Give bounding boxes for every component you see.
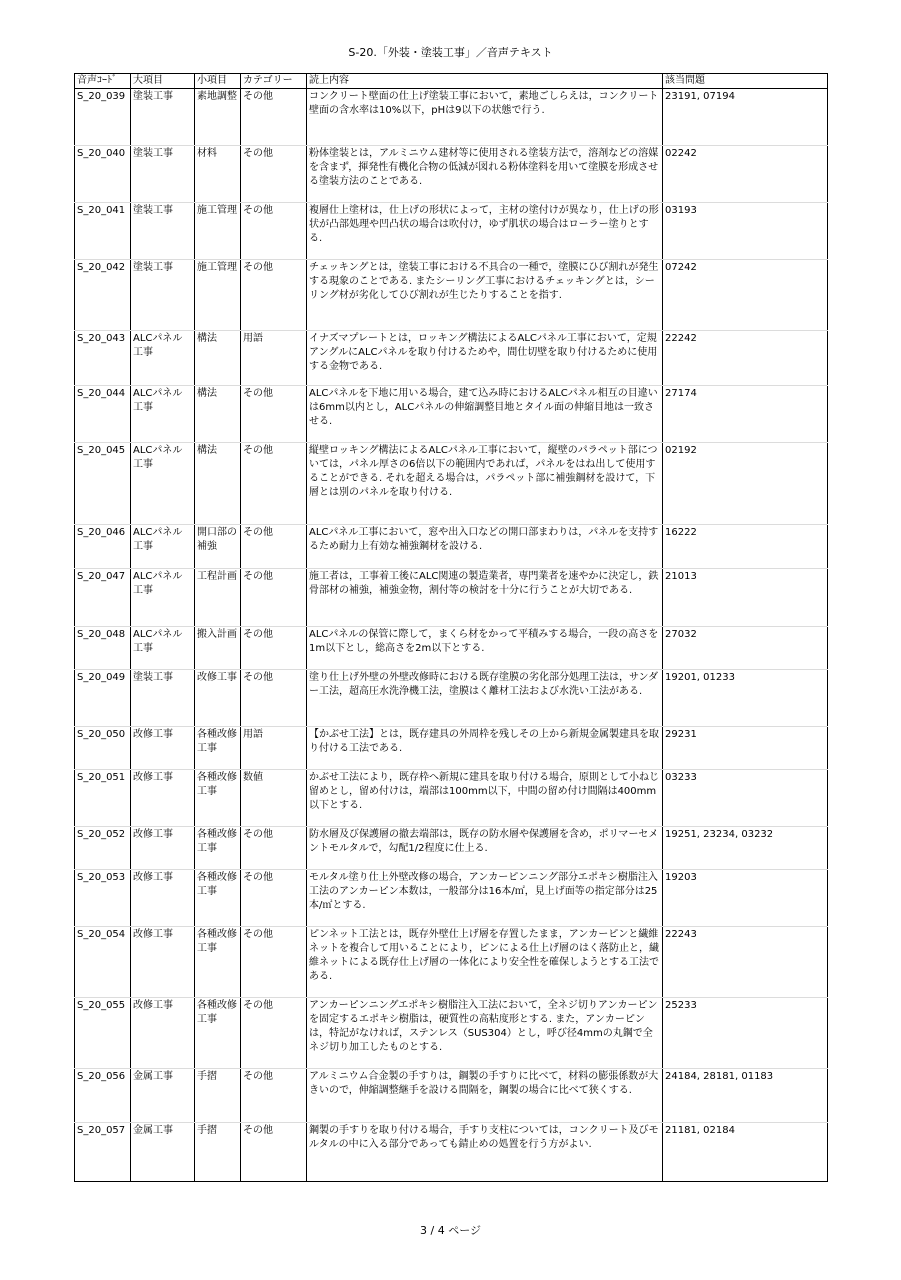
- cell-category: その他: [241, 146, 307, 203]
- cell-refs: 23191, 07194: [663, 89, 828, 146]
- table-row: [75, 386, 828, 443]
- cell-code: S_20_045: [75, 443, 131, 525]
- cell-code: S_20_043: [75, 331, 131, 386]
- cell-refs: 27032: [663, 627, 828, 670]
- cell-minor: 構法: [195, 331, 241, 386]
- cell-minor: 各種改修工事: [195, 998, 241, 1069]
- table-row: [75, 727, 828, 770]
- cell-minor: 開口部の補強: [195, 525, 241, 569]
- cell-minor: 施工管理: [195, 203, 241, 260]
- cell-category: その他: [241, 386, 307, 443]
- cell-minor: 各種改修工事: [195, 870, 241, 927]
- cell-major: 金属工事: [131, 1069, 195, 1123]
- cell-text: 施工者は，工事着工後にALC関連の製造業者，専門業者を速やかに決定し，鉄骨部材の補強，補強金物，割付等の検討を十分に行うことが大切である.: [307, 569, 663, 627]
- cell-major: 改修工事: [131, 727, 195, 770]
- table-row: [75, 827, 828, 870]
- cell-major: 塗装工事: [131, 89, 195, 146]
- cell-refs: 19251, 23234, 03232: [663, 827, 828, 870]
- column-header-refs: 該当問題: [663, 74, 828, 89]
- table-row: [75, 260, 828, 331]
- cell-text: チェッキングとは，塗装工事における不具合の一種で，塗膜にひび割れが発生する現象のことである. またシーリング工事におけるチェッキングとは，シーリング材が劣化してひび割れが生じたりすることを指す.: [307, 260, 663, 331]
- page-title: S-20.「外装・塗装工事」／音声テキスト: [348, 46, 553, 59]
- cell-minor: 改修工事: [195, 670, 241, 727]
- cell-refs: 03193: [663, 203, 828, 260]
- cell-major: 改修工事: [131, 998, 195, 1069]
- cell-minor: 手摺: [195, 1123, 241, 1182]
- cell-text: 粉体塗装とは，アルミニウム建材等に使用される塗装方法で，溶剤などの溶媒を含まず，揮発性有機化合物の低減が図れる粉体塗料を用いて塗膜を形成させる塗装方法のことである.: [307, 146, 663, 203]
- cell-major: 改修工事: [131, 927, 195, 998]
- column-header-category: カテゴリー: [241, 74, 307, 89]
- cell-code: S_20_055: [75, 998, 131, 1069]
- table-row: [75, 770, 828, 827]
- cell-minor: 構法: [195, 386, 241, 443]
- cell-major: 改修工事: [131, 770, 195, 827]
- cell-major: ALCパネル工事: [131, 331, 195, 386]
- cell-refs: 29231: [663, 727, 828, 770]
- cell-category: その他: [241, 1069, 307, 1123]
- cell-text: 複層仕上塗材は，仕上げの形状によって，主材の塗付けが異なり，仕上げの形状が凸部処理や凹凸状の場合は吹付け，ゆず肌状の場合はローラー塗りとする.: [307, 203, 663, 260]
- cell-text: 【かぶせ工法】とは，既存建具の外周枠を残しその上から新規金属製建具を取り付ける工法である.: [307, 727, 663, 770]
- column-header-minor: 小項目: [195, 74, 241, 89]
- table-row: [75, 1123, 828, 1182]
- cell-text: かぶせ工法により，既存枠へ新規に建具を取り付ける場合，原則として小ねじ留めとし，留め付けは，端部は100mm以下，中間の留め付け間隔は400mm以下とする.: [307, 770, 663, 827]
- cell-category: その他: [241, 870, 307, 927]
- table-row: [75, 89, 828, 146]
- cell-minor: 各種改修工事: [195, 770, 241, 827]
- cell-major: 塗装工事: [131, 260, 195, 331]
- page-number: 3 / 4 ページ: [420, 1224, 481, 1237]
- cell-category: その他: [241, 89, 307, 146]
- cell-category: その他: [241, 827, 307, 870]
- table-row: [75, 1069, 828, 1123]
- cell-code: S_20_046: [75, 525, 131, 569]
- cell-text: 塗り仕上げ外壁の外壁改修時における既存塗膜の劣化部分処理工法は，サンダー工法，超高圧水洗浄機工法，塗膜はく離材工法および水洗い工法がある.: [307, 670, 663, 727]
- cell-minor: 各種改修工事: [195, 727, 241, 770]
- cell-text: アルミニウム合金製の手すりは，鋼製の手すりに比べて，材料の膨張係数が大きいので，伸縮調整継手を設ける間隔を，鋼製の場合に比べて狭くする.: [307, 1069, 663, 1123]
- cell-refs: 02242: [663, 146, 828, 203]
- cell-category: その他: [241, 998, 307, 1069]
- cell-major: 改修工事: [131, 870, 195, 927]
- cell-refs: 21181, 02184: [663, 1123, 828, 1182]
- cell-text: ALCパネル工事において，窓や出入口などの開口部まわりは，パネルを支持するため耐力上有効な補強鋼材を設ける.: [307, 525, 663, 569]
- cell-refs: 19201, 01233: [663, 670, 828, 727]
- cell-code: S_20_039: [75, 89, 131, 146]
- cell-code: S_20_051: [75, 770, 131, 827]
- cell-text: 縦壁ロッキング構法によるALCパネル工事において，縦壁のパラペット部については，パネル厚さの6倍以下の範囲内であれば，パネルをはね出して使用することができる. それを超える場合は，パラペット部に補強鋼材を設けて，下層とは別のパネルを取り付ける.: [307, 443, 663, 525]
- cell-category: その他: [241, 443, 307, 525]
- cell-refs: 21013: [663, 569, 828, 627]
- cell-category: 用語: [241, 727, 307, 770]
- table-row: [75, 443, 828, 525]
- cell-text: 防水層及び保護層の撤去端部は，既存の防水層や保護層を含め，ポリマーセメントモルタルで，勾配1/2程度に仕上る.: [307, 827, 663, 870]
- cell-code: S_20_052: [75, 827, 131, 870]
- cell-refs: 02192: [663, 443, 828, 525]
- cell-major: ALCパネル工事: [131, 627, 195, 670]
- table-row: [75, 203, 828, 260]
- cell-refs: 25233: [663, 998, 828, 1069]
- cell-minor: 手摺: [195, 1069, 241, 1123]
- cell-minor: 搬入計画: [195, 627, 241, 670]
- cell-code: S_20_044: [75, 386, 131, 443]
- cell-refs: 16222: [663, 525, 828, 569]
- cell-text: ALCパネルの保管に際して，まくら材をかって平積みする場合，一段の高さを1m以下とし，総高さを2m以下とする.: [307, 627, 663, 670]
- cell-major: ALCパネル工事: [131, 443, 195, 525]
- table-row: [75, 670, 828, 727]
- table-row: [75, 146, 828, 203]
- cell-category: 数値: [241, 770, 307, 827]
- cell-code: S_20_040: [75, 146, 131, 203]
- cell-refs: 22242: [663, 331, 828, 386]
- cell-category: その他: [241, 670, 307, 727]
- cell-minor: 素地調整: [195, 89, 241, 146]
- cell-minor: 構法: [195, 443, 241, 525]
- cell-minor: 施工管理: [195, 260, 241, 331]
- cell-category: その他: [241, 203, 307, 260]
- cell-refs: 03233: [663, 770, 828, 827]
- cell-category: 用語: [241, 331, 307, 386]
- cell-major: ALCパネル工事: [131, 386, 195, 443]
- cell-minor: 材料: [195, 146, 241, 203]
- cell-major: ALCパネル工事: [131, 569, 195, 627]
- cell-code: S_20_056: [75, 1069, 131, 1123]
- cell-category: その他: [241, 525, 307, 569]
- cell-category: その他: [241, 569, 307, 627]
- cell-category: その他: [241, 260, 307, 331]
- cell-minor: 各種改修工事: [195, 827, 241, 870]
- cell-major: 改修工事: [131, 827, 195, 870]
- cell-major: 塗装工事: [131, 146, 195, 203]
- table-row: [75, 927, 828, 998]
- cell-category: その他: [241, 927, 307, 998]
- table-row: [75, 331, 828, 386]
- table-row: [75, 569, 828, 627]
- cell-code: S_20_053: [75, 870, 131, 927]
- column-header-major: 大項目: [131, 74, 195, 89]
- cell-category: その他: [241, 627, 307, 670]
- voice-text-table: [74, 73, 828, 1182]
- cell-major: 塗装工事: [131, 670, 195, 727]
- cell-code: S_20_050: [75, 727, 131, 770]
- table-row: [75, 870, 828, 927]
- cell-code: S_20_048: [75, 627, 131, 670]
- cell-refs: 22243: [663, 927, 828, 998]
- cell-code: S_20_041: [75, 203, 131, 260]
- cell-text: アンカーピンニングエポキシ樹脂注入工法において，全ネジ切りアンカーピンを固定するエポキシ樹脂は，硬質性の高粘度形とする. また，アンカーピンは，特記がなければ，ステンレス（SUS304）とし，呼び径4mmの丸鋼で全ネジ切り加工したものとする.: [307, 998, 663, 1069]
- cell-minor: 工程計画: [195, 569, 241, 627]
- cell-text: イナズマプレートとは，ロッキング構法によるALCパネル工事において，定規アングルにALCパネルを取り付けるためや，間仕切壁を取り付けるために使用する金物である.: [307, 331, 663, 386]
- table-row: [75, 627, 828, 670]
- cell-text: ALCパネルを下地に用いる場合，建て込み時におけるALCパネル相互の目違いは6mm以内とし，ALCパネルの伸縮調整目地とタイル面の伸縮目地は一致させる.: [307, 386, 663, 443]
- column-header-code: 音声ｺｰﾄﾞ: [75, 74, 131, 89]
- cell-code: S_20_047: [75, 569, 131, 627]
- table-row: [75, 998, 828, 1069]
- cell-refs: 07242: [663, 260, 828, 331]
- cell-text: ピンネット工法とは，既存外壁仕上げ層を存置したまま，アンカーピンと繊維ネットを複合して用いることにより，ピンによる仕上げ層のはく落防止と，繊維ネットによる既存仕上げ層の一体化により安全性を確保しようとする工法である.: [307, 927, 663, 998]
- cell-refs: 19203: [663, 870, 828, 927]
- cell-refs: 24184, 28181, 01183: [663, 1069, 828, 1123]
- cell-major: ALCパネル工事: [131, 525, 195, 569]
- cell-code: S_20_057: [75, 1123, 131, 1182]
- cell-major: 塗装工事: [131, 203, 195, 260]
- cell-text: 鋼製の手すりを取り付ける場合，手すり支柱については，コンクリート及びモルタルの中に入る部分であっても錆止めの処置を行う方がよい.: [307, 1123, 663, 1182]
- cell-refs: 27174: [663, 386, 828, 443]
- table-row: [75, 525, 828, 569]
- cell-category: その他: [241, 1123, 307, 1182]
- table-header-row: [75, 74, 828, 89]
- cell-text: モルタル塗り仕上外壁改修の場合，アンカーピンニング部分エポキシ樹脂注入工法のアンカーピン本数は，一般部分は16本/㎡，見上げ面等の指定部分は25本/㎡とする.: [307, 870, 663, 927]
- cell-minor: 各種改修工事: [195, 927, 241, 998]
- cell-major: 金属工事: [131, 1123, 195, 1182]
- column-header-text: 読上内容: [307, 74, 663, 89]
- cell-code: S_20_049: [75, 670, 131, 727]
- cell-code: S_20_042: [75, 260, 131, 331]
- cell-text: コンクリート壁面の仕上げ塗装工事において，素地ごしらえは，コンクリート壁面の含水率は10%以下，pHは9以下の状態で行う.: [307, 89, 663, 146]
- cell-code: S_20_054: [75, 927, 131, 998]
